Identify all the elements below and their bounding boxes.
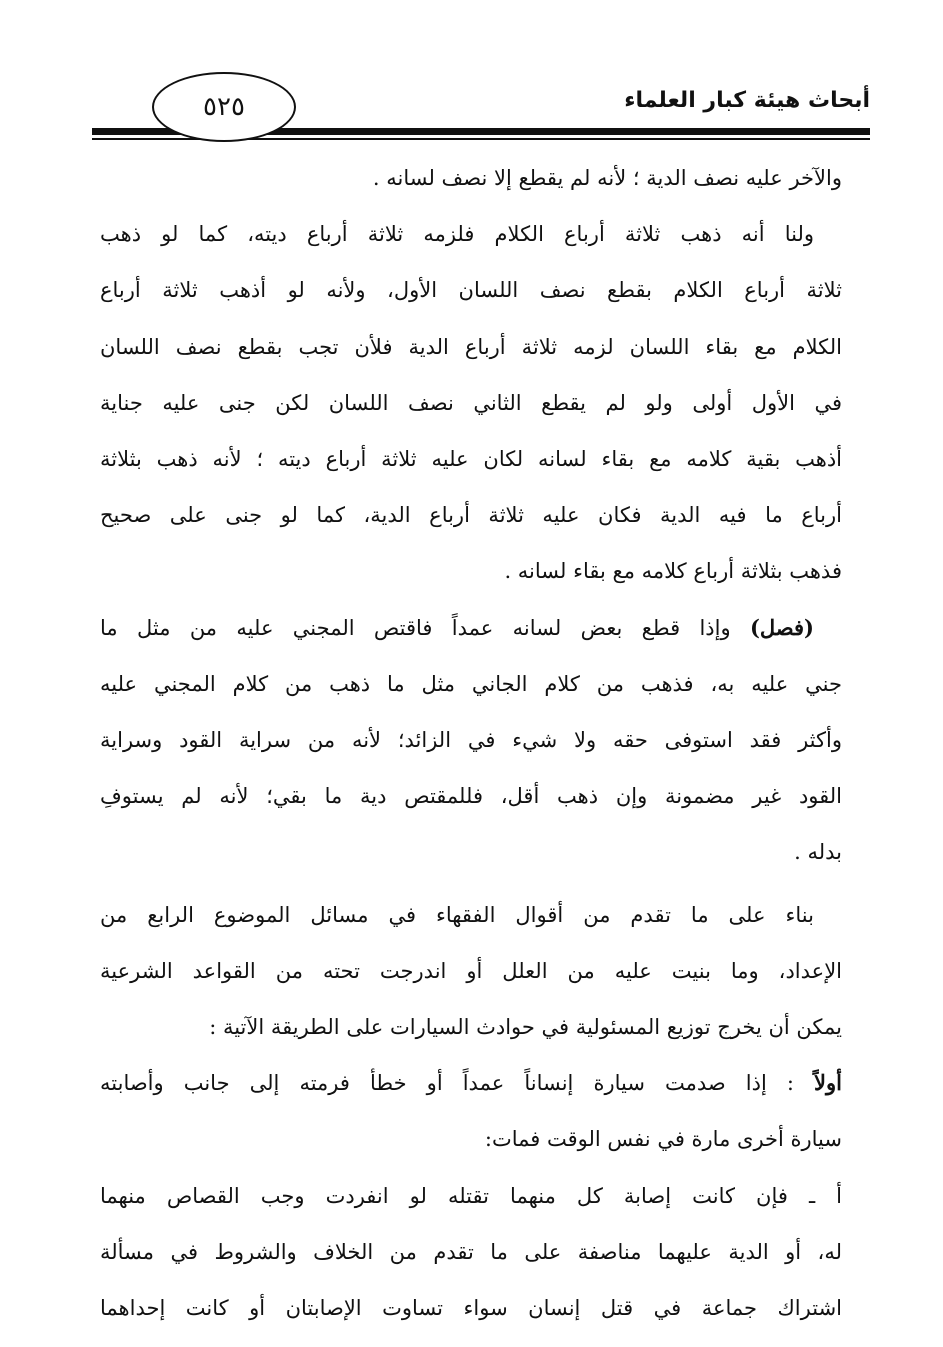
text-line: أرباع ما فيه الدية فكان عليه ثلاثة أرباع الدية، كما لو جنى على صحيح (100, 503, 842, 528)
paragraph-5 (100, 1055, 842, 1167)
text-line (100, 1055, 842, 1111)
text-line: له، أو الدية عليهما مناصفة على ما تقدم من الخلاف والشروط في مسألة (100, 1239, 842, 1264)
text-line: فذهب بثلاثة أرباع كلامه مع بقاء لسانه . (504, 559, 842, 584)
text-line: الكلام مع بقاء اللسان لزمه ثلاثة أرباع الدية فلأن تجب بقطع نصف اللسان (100, 334, 842, 359)
paragraph-1 (100, 150, 842, 206)
text-line: ولنا أنه ذهب ثلاثة أرباع الكلام فلزمه ثلاثة أرباع ديته، كما لو ذهب (100, 222, 814, 247)
paragraph-3 (100, 600, 842, 881)
section-label: (فصل) (749, 614, 814, 640)
text-line: جني عليه به، فذهب من كلام الجاني مثل ما ذهب من كلام المجني عليه (100, 671, 842, 696)
text-line: سيارة أخرى مارة في نفس الوقت فمات: (484, 1127, 842, 1152)
text-line: في الأول أولى ولو لم يقطع الثاني نصف اللسان لكن جنى عليه جناية (100, 390, 842, 415)
text-line: الإعداد، وما بنيت عليه من العلل أو اندرجت تحته من القواعد الشرعية (100, 958, 842, 983)
text-line: أذهب بقية كلامه مع بقاء لسانه لكان عليه ثلاثة أرباع ديته ؛ لأنه ذهب بثلاثة (100, 447, 842, 472)
text-line (100, 600, 842, 656)
body-text (100, 150, 842, 1336)
text-line: يمكن أن يخرج توزيع المسئولية في حوادث السيارات على الطريقة الآتية : (209, 1015, 842, 1040)
paragraph-2 (100, 206, 842, 599)
text-line: القود غير مضمونة وإن ذهب أقل، فللمقتص دية ما بقي؛ لأنه لم يستوفِ (100, 784, 842, 809)
paragraph-4 (100, 887, 842, 1056)
text-fragment: : إذا صدمت سيارة إنساناً عمداً أو خطأ فرمته إلى جانب وأصابته (100, 1071, 815, 1096)
item-label: أولاً (814, 1070, 842, 1096)
text-line: اشتراك جماعة في قتل إنسان سواء تساوت الإصابتان أو كانت إحداهما (100, 1296, 842, 1321)
page-number-oval (152, 72, 296, 142)
text-line: وأكثر فقد استوفى حقه ولا شيء في الزائد؛ لأنه من سراية القود وسراية (100, 728, 842, 753)
page-number: ٥٢٥ (203, 92, 245, 122)
text-line: ثلاثة أرباع الكلام بقطع نصف اللسان الأول، ولأنه لو أذهب ثلاثة أرباع (100, 278, 842, 303)
text-line: والآخر عليه نصف الدية ؛ لأنه لم يقطع إلا نصف لسانه . (372, 166, 842, 190)
text-line: بدله . (794, 840, 842, 865)
page-header (92, 70, 870, 155)
text-fragment: وإذا قطع بعض لسانه عمداً فاقتص المجني عليه من مثل ما (100, 615, 750, 640)
text-line: بناء على ما تقدم من أقوال الفقهاء في مسائل الموضوع الرابع من (100, 902, 814, 927)
running-title: أبحاث هيئة كبار العلماء (624, 88, 870, 113)
paragraph-6 (100, 1168, 842, 1337)
text-line: أ ـ فإن كانت إصابة كل منهما تقتله لو انفردت وجب القصاص منهما (100, 1183, 842, 1208)
